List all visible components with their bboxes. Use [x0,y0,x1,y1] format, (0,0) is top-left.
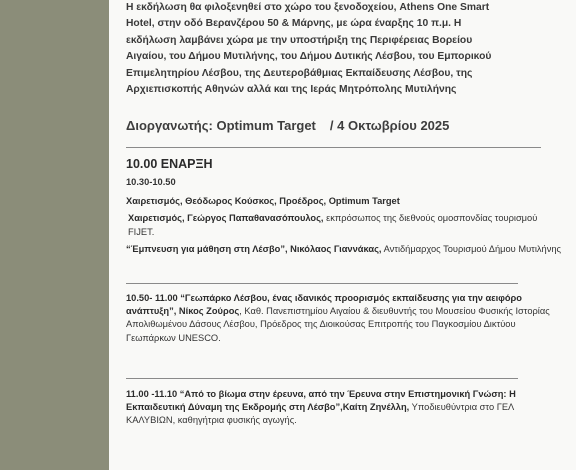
intro-line: εκδήλωση λαμβάνει χώρα με την υποστήριξη της Περιφέρειας Βορείου [126,34,473,46]
divider [126,378,518,379]
greeting-desc: εκπρόσωπος της διεθνούς ομοσπονδίας τουρισμού FIJET. [128,213,538,237]
talk-title: “Έμπνευση για μάθηση στη Λέσβο”, Νικόλαος Γιαννάκας, [126,243,382,254]
event-date: / 4 Οκτωβρίου 2025 [329,118,450,133]
intro-line: Η εκδήλωση θα φιλοξενηθεί στο χώρο του ξενοδοχείου, Athens One Smart [126,2,490,13]
greeting-title: Χαιρετισμός, Γεώργος Παπαθανασόπουλος, [128,213,324,224]
document-page [109,0,576,470]
block-time: 10.30-10.50 [126,177,176,187]
greeting-entry [128,212,562,238]
program-block-excursion [126,388,562,432]
divider [126,283,518,284]
intro-line: Αρχιεπισκοπής Αθηνών αλλά και της Ιεράς Μητρόπολης Μυτιλήνης [126,84,457,96]
divider [126,147,541,148]
intro-line: Αιγαίου, του Δήμου Μυτιλήνης, του Δήμου Δυτικής Λέσβου, του Εμπορικού [126,51,492,63]
talk-entry [126,292,562,345]
start-title: 10.00 ΕΝΑΡΞΗ [126,157,213,171]
sidebar-band [0,0,109,470]
program-block-geopark [126,292,562,349]
program-block-opening [126,155,562,260]
talk-entry [126,388,562,428]
talk-desc: Αντιδήμαρχος Τουρισμού Δήμου Μυτιλήνης [381,243,562,254]
greeting-title: Χαιρετισμός, Θεόδωρος Κούσκος, Προέδρος, Optimum Target [126,196,400,207]
talk-desc: , Καθ. Πανεπιστημίου Αιγαίου & διευθυντής του Μουσείου Φυσικής Ιστορίας Απολιθωμένου Δάσους Λέσβου, Πρόεδρος της Διοικούσας Επιτροπής του Παγκοσμίου Δικτύου Γεωπάρκων UNESCO. [126,306,550,343]
organizer-label: Διοργανωτής: Optimum Target [126,118,316,133]
intro-line: Επιμελητηρίου Λέσβου, της Δευτεροβάθμιας Εκπαίδευσης Λέσβου, της [126,67,473,79]
organizer-line [126,118,566,133]
intro-paragraph [126,0,566,98]
talk-desc: Υποδιευθύντρια στο ΓΕΛ ΚΑΛΥΒΙΩΝ, καθηγήτρια φυσικής αγωγής. [126,402,514,426]
greeting-entry [126,195,562,208]
talk-title: 11.00 -11.10 “Από το βίωμα στην έρευνα, από την Έρευνα στην Επιστημονική Γνώση: Η Εκπαιδευτική Δύναμη της Εκδρομής στη Λέσβο”,Καίτη Ζηνέλλη, [126,389,516,413]
talk-title: 10.50- 11.00 “Γεωπάρκο Λέσβου, ένας ιδανικός προορισμός εκπαίδευσης για την αειφόρο ανάπτυξη”, Νίκος Ζούρος [126,293,522,317]
intro-line: Hotel, στην οδό Βερανζέρου 50 & Μάρνης, με ώρα έναρξης 10 π.μ. Η [126,18,462,30]
talk-entry [126,243,562,256]
